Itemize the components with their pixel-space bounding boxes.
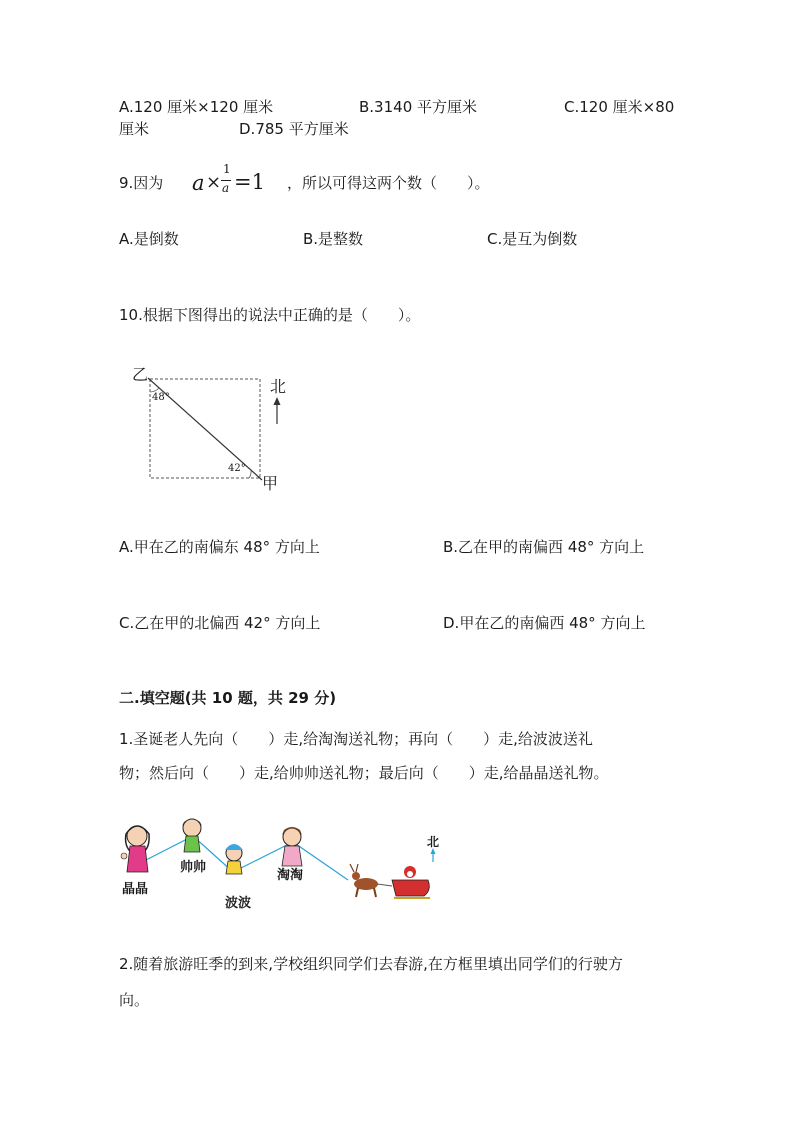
- angle-label-48: 48°: [152, 392, 170, 403]
- q9-option-c: C.是互为倒数: [487, 230, 578, 248]
- formula-times-sign: ×: [206, 172, 222, 193]
- fill2-line1: 2.随着旅游旺季的到来,学校组织同学们去春游,在方框里填出同学们的行驶方: [119, 955, 623, 973]
- shuaishuai-figure: [182, 819, 202, 852]
- label-jia: 甲: [262, 474, 279, 493]
- bobo-figure: [225, 844, 243, 874]
- q8-option-d: D.785 平方厘米: [239, 120, 349, 138]
- formula-equals-one: =1: [234, 170, 265, 194]
- q10-option-b: B.乙在甲的南偏西 48° 方向上: [443, 538, 645, 556]
- jingjing-figure: [121, 826, 149, 872]
- q9-prefix: 9.因为: [119, 174, 164, 192]
- q9-suffix: ，所以可得这两个数（ ）。: [287, 174, 490, 192]
- q8-option-c: C.120 厘米×80: [564, 98, 675, 116]
- label-north: 北: [270, 377, 287, 396]
- name-shuaishuai: 帅帅: [180, 860, 207, 875]
- angle-label-42: 42°: [228, 463, 246, 474]
- santa-sleigh-figure: [350, 864, 430, 898]
- q8-option-c-continued: 厘米: [119, 120, 150, 138]
- q8-option-b: B.3140 平方厘米: [359, 98, 478, 116]
- fill1-label-north: 北: [427, 835, 440, 849]
- formula-denominator: a: [222, 181, 230, 195]
- taotao-figure: [282, 827, 302, 866]
- fill1-line1: 1.圣诞老人先向（ ）走,给淘淘送礼物；再向（ ）走,给波波送礼: [119, 730, 593, 748]
- q10-option-a: A.甲在乙的南偏东 48° 方向上: [119, 538, 320, 556]
- q8-option-a: A.120 厘米×120 厘米: [119, 98, 274, 116]
- route-line: [146, 836, 348, 880]
- name-taotao: 淘淘: [277, 868, 304, 883]
- formula-variable-a: a: [192, 171, 205, 195]
- name-bobo: 波波: [225, 896, 252, 911]
- q10-option-d: D.甲在乙的南偏西 48° 方向上: [443, 614, 646, 632]
- q9-option-a: A.是倒数: [119, 230, 179, 248]
- section-title: 二.填空题(共 10 题，共 29 分): [119, 689, 337, 707]
- q10-stem: 10.根据下图得出的说法中正确的是（ ）。: [119, 306, 421, 324]
- label-yi: 乙: [132, 365, 149, 384]
- formula-numerator: 1: [223, 162, 231, 176]
- name-jingjing: 晶晶: [122, 882, 149, 897]
- q10-option-c: C.乙在甲的北偏西 42° 方向上: [119, 614, 321, 632]
- fill1-line2: 物；然后向（ ）走,给帅帅送礼物；最后向（ ）走,给晶晶送礼物。: [119, 764, 609, 782]
- q9-option-b: B.是整数: [303, 230, 364, 248]
- fill2-line2: 向。: [119, 991, 150, 1009]
